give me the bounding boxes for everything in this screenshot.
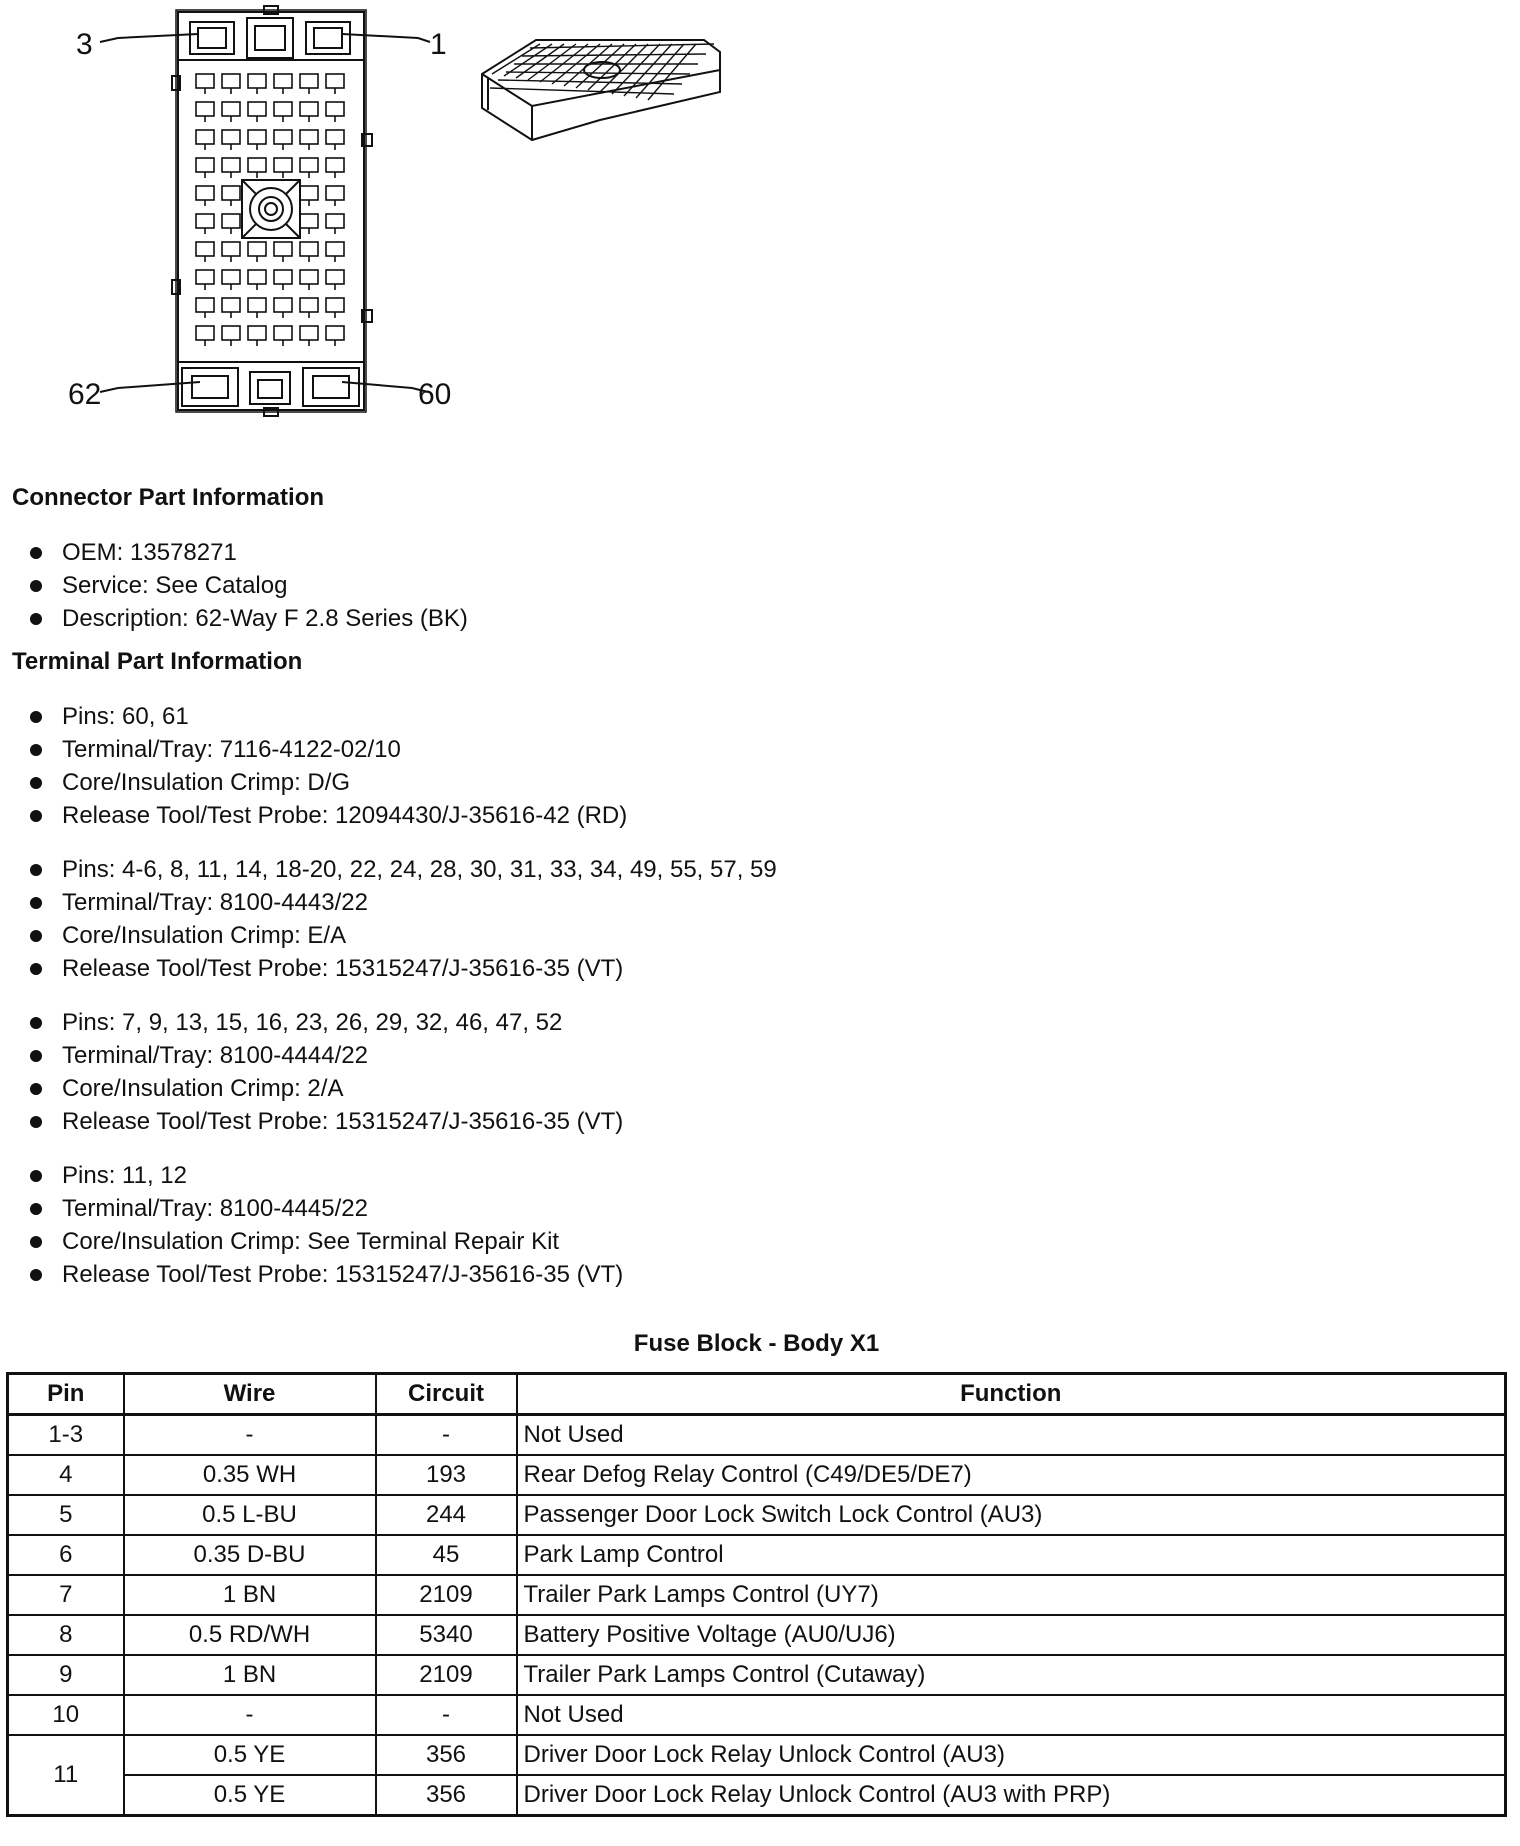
pin-cavity (248, 158, 266, 172)
pin-label-3: 3 (76, 28, 93, 61)
list-item: Pins: 7, 9, 13, 15, 16, 23, 26, 29, 32, 46, 47, 52 (28, 1006, 623, 1039)
table-row (8, 1655, 1506, 1695)
pin-cavity (196, 102, 214, 116)
function-cell: Not Used (517, 1415, 1506, 1456)
pin-cavity (300, 130, 318, 144)
list-item: Terminal/Tray: 8100-4443/22 (28, 886, 777, 919)
pin-cavity (326, 214, 344, 228)
terminal-info-heading: Terminal Part Information (12, 648, 303, 675)
terminal-group-2 (28, 853, 777, 985)
connector-rib (624, 44, 672, 96)
pin-cell: 5 (8, 1495, 124, 1535)
pin-cavity (326, 186, 344, 200)
pin-cell: 1-3 (8, 1415, 124, 1456)
pin-cavity (248, 242, 266, 256)
column-header-wire: Wire (124, 1374, 376, 1415)
pin-cell: 10 (8, 1695, 124, 1735)
pin-cell: 6 (8, 1535, 124, 1575)
connector-rib (540, 44, 588, 82)
circuit-cell: 2109 (376, 1655, 517, 1695)
list-item: Core/Insulation Crimp: E/A (28, 919, 777, 952)
function-cell: Battery Positive Voltage (AU0/UJ6) (517, 1615, 1506, 1655)
function-cell: Driver Door Lock Relay Unlock Control (AU3 with PRP) (517, 1775, 1506, 1816)
pin-cavity (222, 158, 240, 172)
connector-diagram (0, 0, 760, 430)
pin-cavity-grid (196, 74, 344, 346)
wire-cell: 0.5 YE (124, 1735, 376, 1775)
pin-cavity (248, 130, 266, 144)
pin-cavity (326, 298, 344, 312)
function-cell: Driver Door Lock Relay Unlock Control (AU3) (517, 1735, 1506, 1775)
pin-cavity (326, 158, 344, 172)
circuit-cell: 244 (376, 1495, 517, 1535)
pin-cavity (326, 102, 344, 116)
table-row (8, 1455, 1506, 1495)
connector-rib (528, 44, 576, 80)
connector-rib (504, 44, 552, 76)
pin-label-1: 1 (430, 28, 447, 61)
table-row (8, 1415, 1506, 1456)
table-row (8, 1535, 1506, 1575)
wire-cell: 0.5 L-BU (124, 1495, 376, 1535)
pin-cavity (222, 186, 240, 200)
function-cell: Trailer Park Lamps Control (UY7) (517, 1575, 1506, 1615)
function-cell: Not Used (517, 1695, 1506, 1735)
function-cell: Passenger Door Lock Switch Lock Control (AU3) (517, 1495, 1506, 1535)
column-header-circuit: Circuit (376, 1374, 517, 1415)
pin-cavity (300, 326, 318, 340)
list-item: OEM: 13578271 (28, 536, 468, 569)
pin-cavity (274, 102, 292, 116)
pin-label-60: 60 (418, 378, 452, 411)
pin-cell: 7 (8, 1575, 124, 1615)
list-item: Terminal/Tray: 7116-4122-02/10 (28, 733, 627, 766)
list-item: Pins: 4-6, 8, 11, 14, 18-20, 22, 24, 28, 30, 31, 33, 34, 49, 55, 57, 59 (28, 853, 777, 886)
pin-cavity (300, 102, 318, 116)
table-header-row (8, 1374, 1506, 1415)
circuit-cell: 356 (376, 1775, 517, 1816)
list-item: Core/Insulation Crimp: See Terminal Repair Kit (28, 1225, 623, 1258)
pin-cavity (326, 270, 344, 284)
list-item: Core/Insulation Crimp: D/G (28, 766, 627, 799)
column-header-function: Function (517, 1374, 1506, 1415)
pin-cavity (300, 270, 318, 284)
pin-cavity (274, 74, 292, 88)
pin-cavity (196, 326, 214, 340)
pin-cavity (326, 242, 344, 256)
connector-info-heading: Connector Part Information (12, 484, 325, 511)
list-item: Pins: 11, 12 (28, 1159, 623, 1192)
pin-cavity (300, 158, 318, 172)
wire-cell: 0.35 D-BU (124, 1535, 376, 1575)
pin-cavity (196, 74, 214, 88)
wire-cell: - (124, 1415, 376, 1456)
pin-cavity (222, 298, 240, 312)
pin-cavity (222, 130, 240, 144)
pin-cavity (300, 186, 318, 200)
pin-cavity (222, 214, 240, 228)
list-item: Terminal/Tray: 8100-4445/22 (28, 1192, 623, 1225)
list-item: Service: See Catalog (28, 569, 468, 602)
pin-cavity (222, 270, 240, 284)
wire-cell: - (124, 1695, 376, 1735)
pin-cavity (274, 270, 292, 284)
pin-cavity (326, 326, 344, 340)
list-item: Release Tool/Test Probe: 12094430/J-35616-42 (RD) (28, 799, 627, 832)
list-item: Pins: 60, 61 (28, 700, 627, 733)
circuit-cell: 5340 (376, 1615, 517, 1655)
list-item: Release Tool/Test Probe: 15315247/J-35616-35 (VT) (28, 1105, 623, 1138)
connector-rib (530, 44, 714, 48)
pin-cell: 8 (8, 1615, 124, 1655)
pin-cavity (196, 214, 214, 228)
pin-cavity (274, 158, 292, 172)
pinout-table (6, 1372, 1507, 1817)
wire-cell: 0.5 RD/WH (124, 1615, 376, 1655)
wire-cell: 0.35 WH (124, 1455, 376, 1495)
circuit-cell: - (376, 1415, 517, 1456)
table-row (8, 1575, 1506, 1615)
pin-cavity (300, 298, 318, 312)
pin-cavity (196, 242, 214, 256)
connector-info-list (28, 536, 468, 635)
list-item: Terminal/Tray: 8100-4444/22 (28, 1039, 623, 1072)
pin-cell: 4 (8, 1455, 124, 1495)
pin-cavity (300, 214, 318, 228)
wire-cell: 1 BN (124, 1655, 376, 1695)
pin-cavity (196, 186, 214, 200)
pin-cavity (274, 130, 292, 144)
circuit-cell: 193 (376, 1455, 517, 1495)
table-title: Fuse Block - Body X1 (633, 1330, 880, 1357)
circuit-cell: 45 (376, 1535, 517, 1575)
pin-cavity (248, 326, 266, 340)
table-row (8, 1695, 1506, 1735)
pin-cavity (222, 242, 240, 256)
list-item: Description: 62-Way F 2.8 Series (BK) (28, 602, 468, 635)
pin-cavity (326, 130, 344, 144)
column-header-pin: Pin (8, 1374, 124, 1415)
pin-label-62: 62 (68, 378, 102, 411)
pin-cavity (222, 102, 240, 116)
pin-cavity (196, 158, 214, 172)
pin-cavity (222, 326, 240, 340)
pin-cavity (196, 298, 214, 312)
connector-rib (648, 44, 696, 100)
pin-cavity (274, 242, 292, 256)
pin-cavity (248, 74, 266, 88)
connector-rib (506, 72, 690, 74)
connector-rib (636, 44, 684, 98)
terminal-group-3 (28, 1006, 623, 1138)
pin-cavity (274, 326, 292, 340)
pin-cavity (248, 298, 266, 312)
function-cell: Park Lamp Control (517, 1535, 1506, 1575)
circuit-cell: 2109 (376, 1575, 517, 1615)
table-row (8, 1615, 1506, 1655)
connector-rib (490, 88, 674, 94)
connector-isometric-view (482, 40, 720, 140)
wire-cell: 1 BN (124, 1575, 376, 1615)
pin-cell: 9 (8, 1655, 124, 1695)
connector-face-view (172, 6, 372, 416)
list-item: Release Tool/Test Probe: 15315247/J-35616-35 (VT) (28, 1258, 623, 1291)
pin-cavity (300, 74, 318, 88)
pin-cavity (274, 298, 292, 312)
circuit-cell: 356 (376, 1735, 517, 1775)
pin-cell: 11 (8, 1735, 124, 1816)
pin-cavity (248, 102, 266, 116)
table-row (8, 1735, 1506, 1775)
pin-cavity (326, 74, 344, 88)
wire-cell: 0.5 YE (124, 1775, 376, 1816)
function-cell: Rear Defog Relay Control (C49/DE5/DE7) (517, 1455, 1506, 1495)
pin-cavity (300, 242, 318, 256)
list-item: Core/Insulation Crimp: 2/A (28, 1072, 623, 1105)
table-row (8, 1495, 1506, 1535)
circuit-cell: - (376, 1695, 517, 1735)
terminal-group-1 (28, 700, 627, 832)
pin-cavity (196, 270, 214, 284)
table-row (8, 1775, 1506, 1816)
function-cell: Trailer Park Lamps Control (Cutaway) (517, 1655, 1506, 1695)
pin-cavity (248, 270, 266, 284)
pin-cavity (196, 130, 214, 144)
list-item: Release Tool/Test Probe: 15315247/J-35616-35 (VT) (28, 952, 777, 985)
pin-cavity (222, 74, 240, 88)
terminal-group-4 (28, 1159, 623, 1291)
